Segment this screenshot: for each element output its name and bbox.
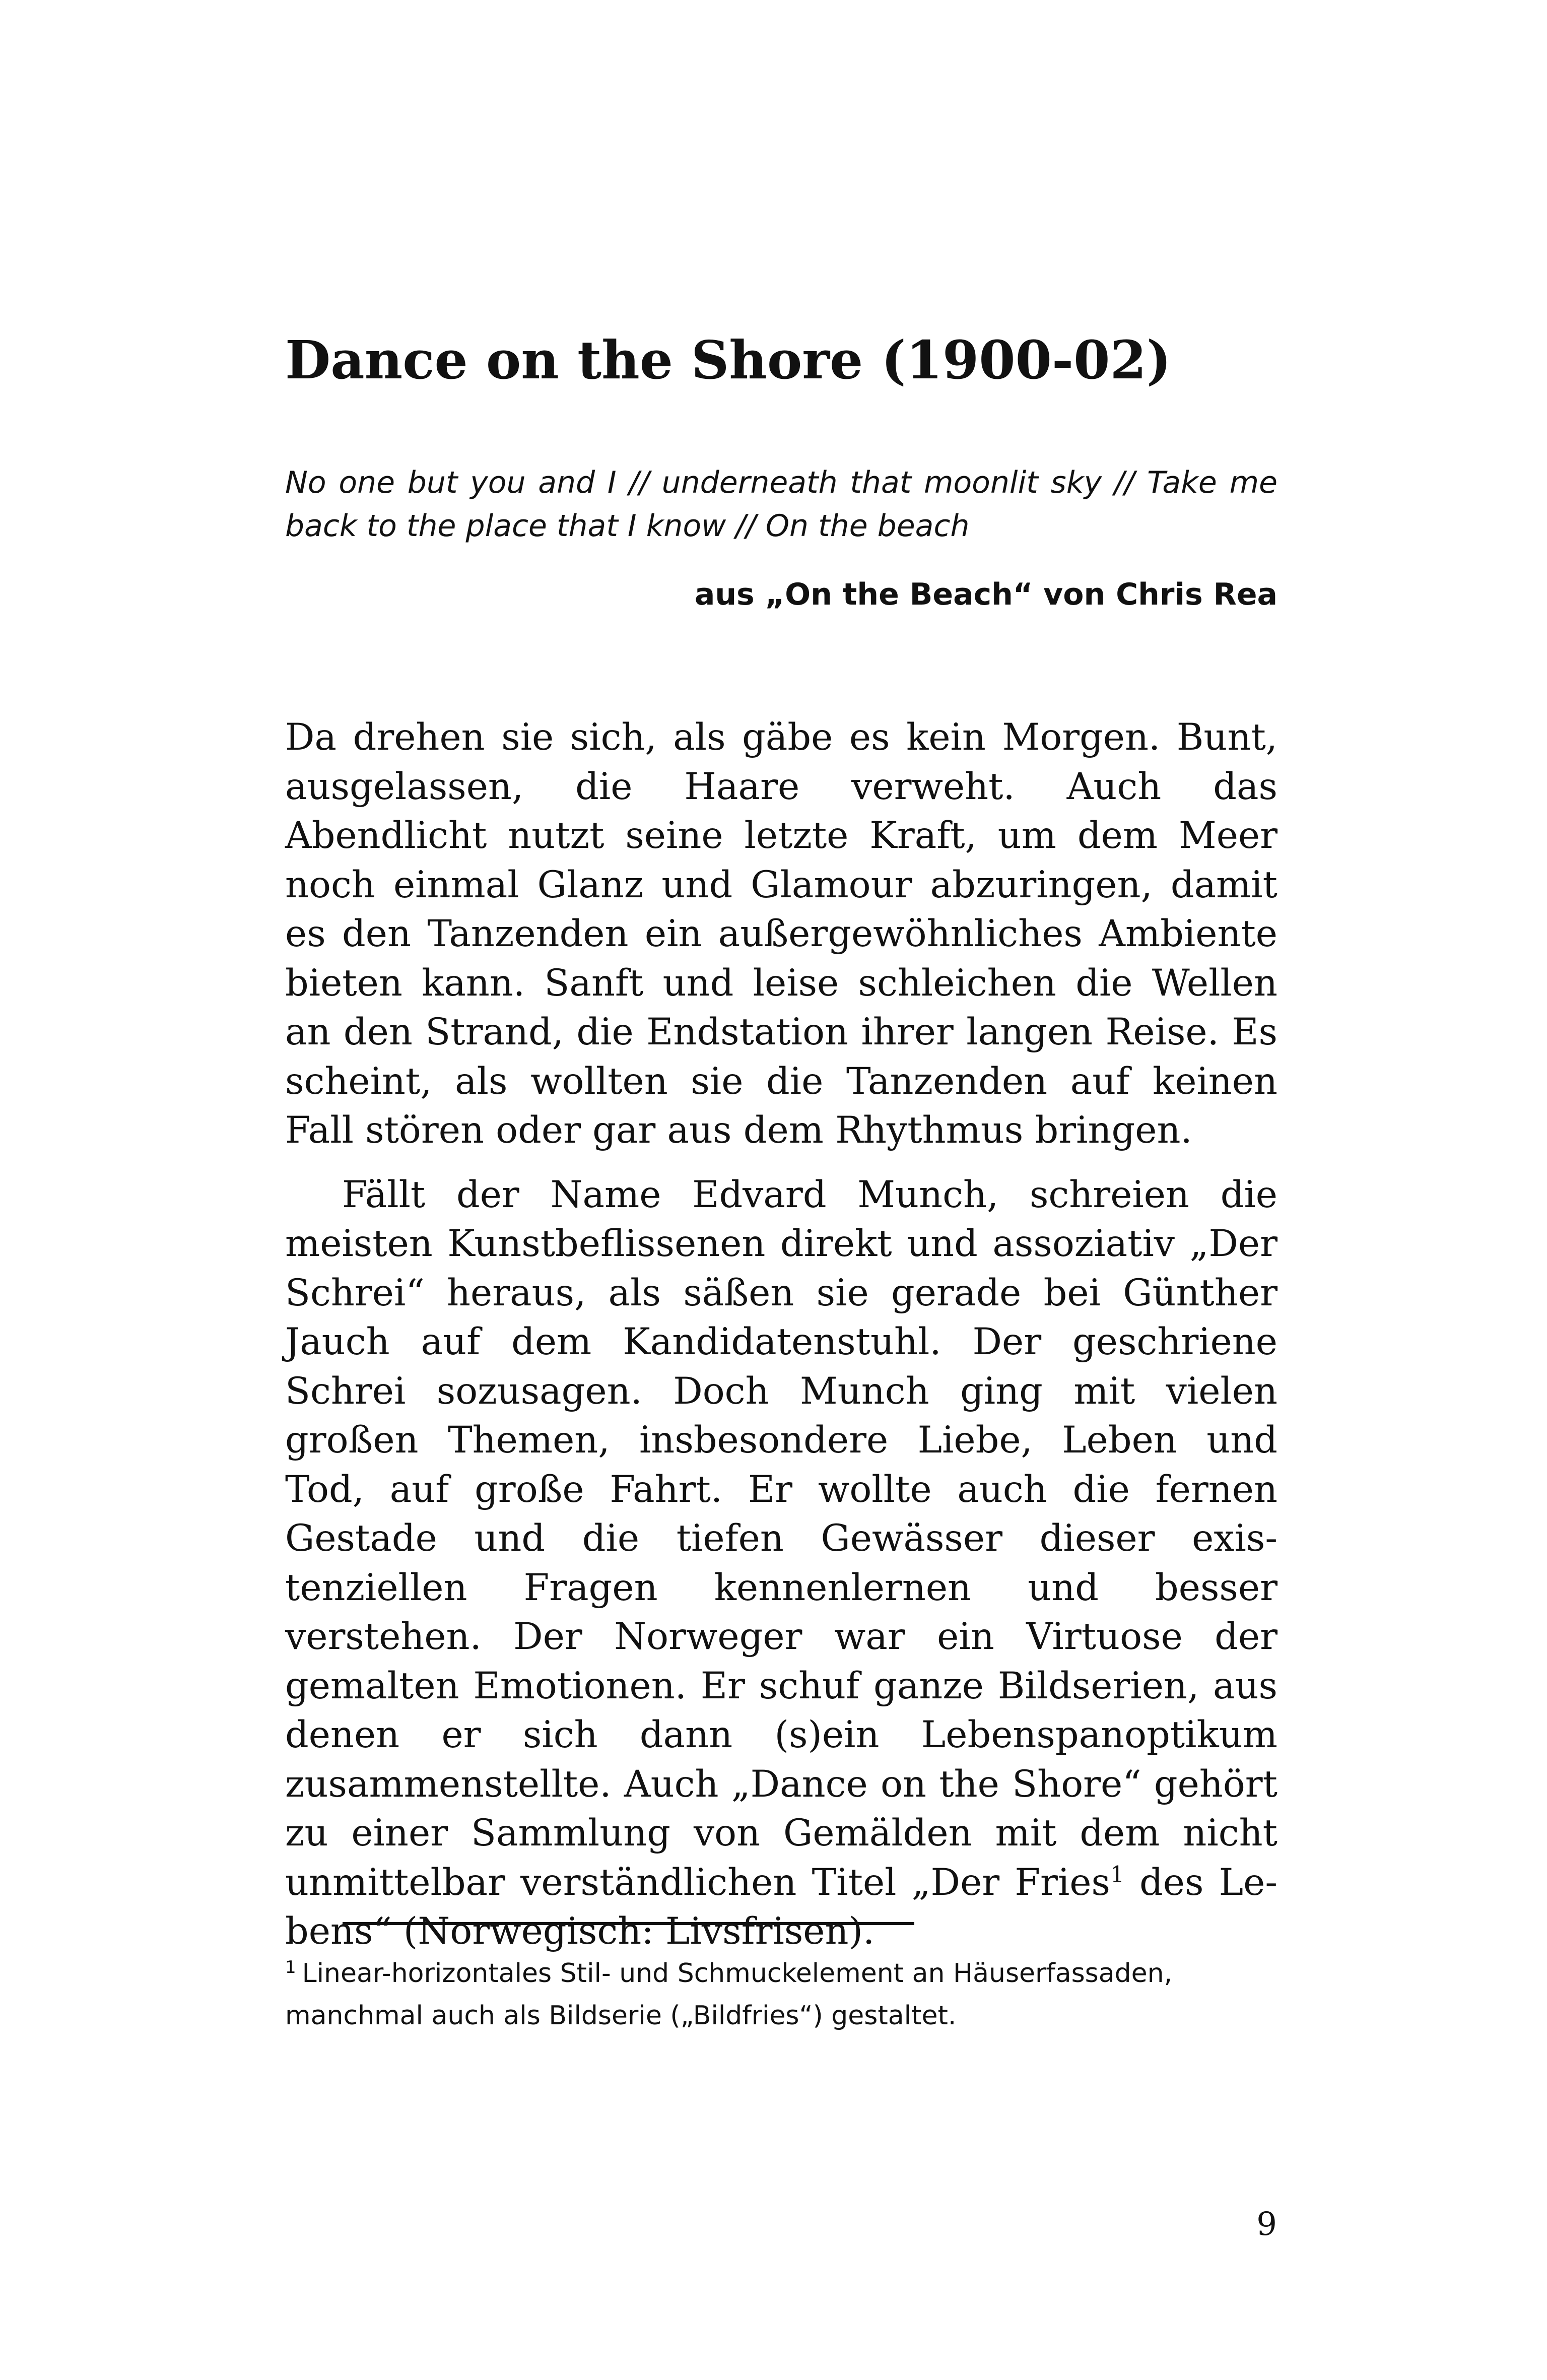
chapter-title: Dance on the Shore (1900-02) [285,329,1172,391]
footnote-marker: 1 [285,1957,296,1977]
epigraph-attribution: aus „On the Beach“ von Chris Rea [694,577,1277,612]
footnote-text: Linear-horizontales Stil- und Schmuckelement an Häuserfassaden, manchmal auch als Bildserie („Bildfries“) gestaltet. [285,1958,1173,2031]
epigraph-quote: No one but you and I // underneath that moonlit sky // Take me back to the place that I know // On the beach [285,465,1277,544]
footnote-separator [343,1922,914,1925]
paragraph-2 [285,1170,1277,1956]
paragraph-2-end: des Lebens“ (Norwegisch: Livsfrisen). [285,1861,1277,1953]
footnote [285,1952,1277,2037]
page-number: 9 [1256,2206,1277,2243]
footnote-reference[interactable]: 1 [1110,1862,1124,1888]
paragraph-2-text: Fällt der Name Edvard Munch, schreien die meisten Kunstbeflissenen direkt und assoziativ „Der Schrei“ heraus, als säßen sie gerade bei Günther Jauch auf dem Kandidatenstuhl. Der geschriene Schrei sozusagen. Doch Munch ging mit vielen großen Themen, insbesondere Liebe, Leben und Tod, auf große Fahrt. Er wollte auch die fernen Gestade und die tiefen Gewässer dieser existenziellen Fragen kennenlernen und besser verstehen. Der Norweger war ein Virtuose der gemalten Emotionen. Er schuf ganze Bildserien, aus denen er sich dann (s)ein Lebenspanoptikum zusammenstellte. Auch „Dance on the Shore“ gehört zu einer Sammlung von Gemälden mit dem nicht unmittelbar verständlichen Titel „Der Fries [285,1173,1277,1904]
paragraph-1: Da drehen sie sich, als gäbe es kein Morgen. Bunt, ausgelassen, die Haare verweht. Auch das Abendlicht nutzt seine letzte Kraft, um dem Meer noch einmal Glanz und Glamour abzuringen, damit es den Tanzenden ein außergewöhnliches Ambiente bieten kann. Sanft und leise schleichen die Wellen an den Strand, die Endstation ihrer langen Reise. Es scheint, als wollten sie die Tanzenden auf keinen Fall stören oder gar aus dem Rhythmus bringen. [285,716,1277,1152]
body-text [285,713,1277,1956]
